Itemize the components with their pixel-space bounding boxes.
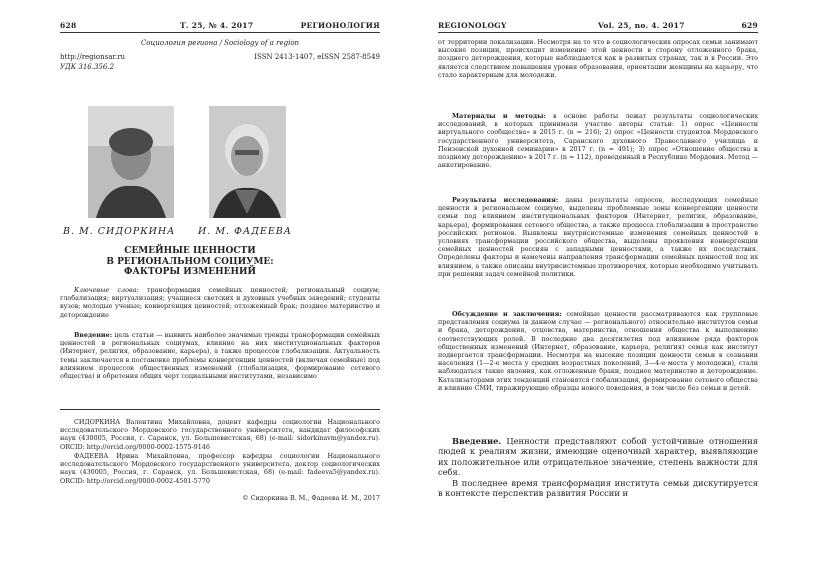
right-journal-name: REGIONOLOGY — [438, 21, 507, 30]
portrait-photo-fadeeva — [209, 106, 286, 218]
methods-block — [438, 112, 758, 169]
series-heading: Социология региона / Sociology of a region — [140, 39, 300, 47]
author-name-1: В. М. СИДОРКИНА — [63, 226, 176, 237]
discussion-label: Обсуждение и заключения: — [452, 310, 562, 318]
left-issue: Т. 25, № 4. 2017 — [180, 21, 254, 30]
left-page-number: 628 — [60, 21, 77, 30]
abstract-continuation: от территории локализации. Несмотря на то что в социологических опросах семьи занимают высокие позиции, происходит изменение этой ценности в сторону отложенного брака, позднего деторождения, которые наблюдаются как в развитых странах, так и в России. Это является следствием повышения уровня образования, ориентации женщины на карьеру, что стало характерным для молодежи. — [438, 38, 758, 79]
issn: ISSN 2413-1407, eISSN 2587-8549 — [254, 53, 380, 61]
intro-text: цель статьи — выявить наиболее значимые тренды трансформации семейных ценностей в региональных социумах, влияние на них институциональных факторов (Интернет, религия, образование, карьера), а также процессов глобализации. Актуальность темы заключается в постановке проблемы конвергенции ценностей (включая семейные) под влиянием процессов общественных изменений (глобализация, формирование сетевого общества) и обретения общих черт социальными институтами, независимо — [60, 331, 380, 381]
footnote-divider — [60, 409, 380, 410]
right-issue: Vol. 25, no. 4. 2017 — [598, 21, 685, 30]
results-label: Результаты исследования: — [452, 196, 559, 204]
title-line-2: В РЕГИОНАЛЬНОМ СОЦИУМЕ: — [106, 256, 274, 267]
author-name-2: И. М. ФАДЕЕВА — [198, 226, 292, 237]
keywords-text: трансформация семейных ценностей; региональный социум; глобализация; виртуализация; учащиеся светских и духовных учебных заведений; студенты вузов; молодые ученые; конвергенция ценностей; отложенный брак; позднее материнство и деторождение — [60, 286, 380, 319]
title-line-1: СЕМЕЙНЫЕ ЦЕННОСТИ — [124, 246, 256, 256]
intro-label: Введение: — [74, 331, 113, 339]
left-journal-name: РЕГИОНОЛОГИЯ — [300, 21, 380, 30]
methods-label: Материалы и методы: — [452, 112, 546, 120]
keywords-block — [60, 286, 380, 319]
copyright: © Сидоркина В. М., Фадеева И. М., 2017 — [242, 494, 380, 502]
portrait-photo-sidorkina — [88, 106, 174, 218]
author1-info: СИДОРКИНА Валентина Михайловна, доцент кафедры социологии Национального исследовательского Мордовского государственного университета, кандидат философских наук (430005, Россия, г. Саранск, ул. Большевистская, 68) (e-mail: sidorkinavm@yandex.ru). ORCID: http://orcid.org/0000-0002-1575-9146 — [60, 418, 380, 451]
body-intro — [438, 436, 758, 478]
article-title — [90, 246, 290, 278]
results-block — [438, 196, 758, 278]
right-page-number: 629 — [741, 21, 758, 30]
udc-code: УДК 316.356.2 — [60, 63, 115, 71]
body-intro-label: Введение. — [452, 436, 502, 446]
title-line-3: ФАКТОРЫ ИЗМЕНЕНИЙ — [124, 267, 256, 277]
body-intro-text: Ценности представляют собой устойчивые отношения людей к реалиям жизни, имеющие оценочный характер, выявляющие их положительное или отрицательное значение, степень важности для себя. — [438, 436, 758, 478]
body-paragraph-2: В последнее время трансформация института семьи дискутируется в контексте перспектив развития России и — [438, 478, 758, 499]
intro-abstract — [60, 331, 380, 380]
right-running-header — [438, 20, 758, 33]
right-page — [410, 0, 820, 566]
methods-text: в основе работы лежат результаты социологических исследований, в которых принимали участие авторы статьи: 1) опрос «Ценности виртуального сообщества» в 2015 г. (n = 216); 2) опрос «Ценности студентов Мордовского государственного университета, Саранского духовного Православного училища и Пензенской духовной семинарии» в 2017 г. (n = 491); 3) опрос «Отношение общества к позднему деторождению» в 2017 г. (n = 112), проведенный в Республике Мордовия. Метод — анкетирование. — [438, 112, 758, 170]
author2-info: ФАДЕЕВА Ирина Михайловна, профессор кафедры социологии Национального исследовательского Мордовского государственного университета, доктор социологических наук (430005, Россия, г. Саранск, ул. Большевистская, 68) (e-mail: fadeeva5@yandex.ru). ORCID: http://orcid.org/0000-0002-4501-5770 — [60, 452, 380, 485]
discussion-block — [438, 310, 758, 392]
discussion-text: семейные ценности рассматриваются как групповые представления социума (в данном случае — регионального) относительно институтов семьи и брака, деторождения, отцовства, материнства, отношения общества к выполнению соответствующих ролей. В последние два десятилетия под влиянием ряда факторов общественных изменений (Интернет, образование, карьера, религия) семья как институт подвергается трансформации. Несмотря на высокие позиции ценности семьи в сознании населения (1—2-е места у средних возрастных поколений, 3—4-е места у молодежи), стали наблюдаться такие явления, как отложенные браки, позднее материнство и деторождение. Катализаторами этих тенденций становятся глобализация, формирование сетевого общества и влияние СМИ, тиражирующие образцы нового поведения, в том числе без семьи и детей. — [438, 310, 758, 392]
keywords-label: Ключевые слова: — [74, 286, 139, 294]
journal-url[interactable]: http://regionsar.ru — [60, 53, 126, 61]
results-text: даны результаты опросов, исследующих семейные ценности в региональном социуме, выделены проблемные зоны конвергенции ценности семьи под влиянием институциональных факторов (Интернет, религия, образование, карьера), формирования сетевого общества, а также процесса глобализации в пространстве российских регионов. Выявлены внутрисистемные изменения семейных ценностей в условиях трансформации российского общества, выделены проявления конвергенции семейных ценностей россиян с западными ценностями, а также их последствия. Определены факторы и намечены направления трансформации семейных ценностей под их влиянием, а также описаны внутрисистемные противоречия, которые необходимо учитывать при решении задач семейной политики. — [438, 196, 758, 278]
left-running-header — [60, 20, 380, 33]
